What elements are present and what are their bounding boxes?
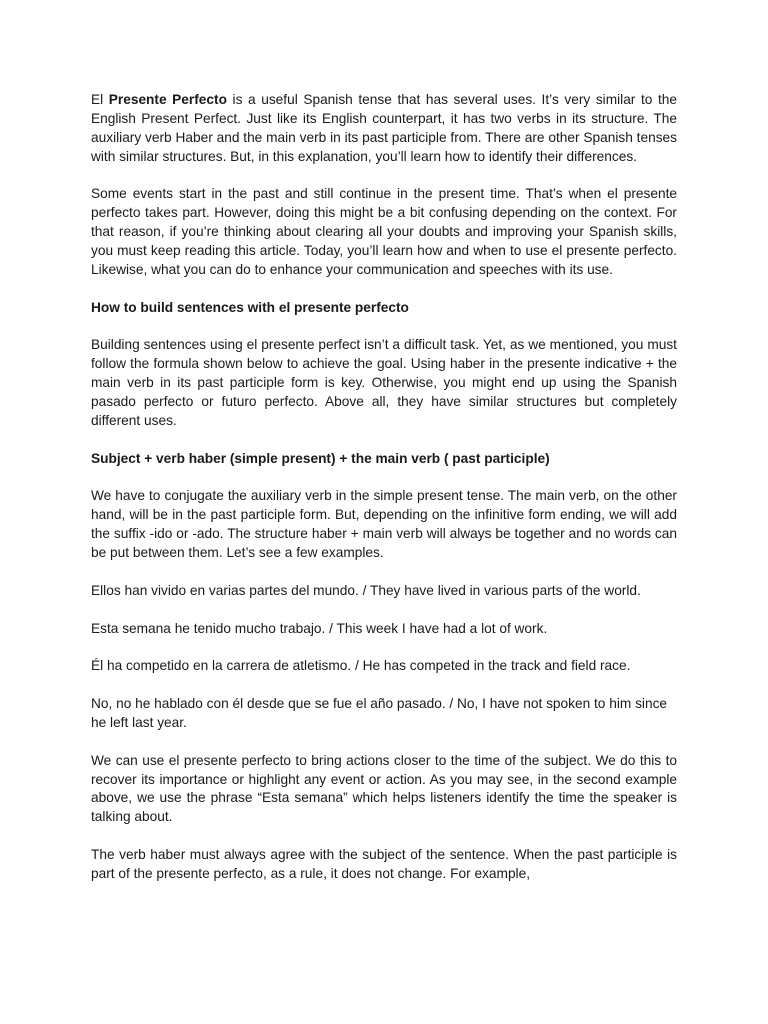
intro-paragraph (91, 91, 677, 167)
intro-term: Presente Perfecto (108, 92, 227, 107)
paragraph-6: The verb haber must always agree with the subject of the sentence. When the past participle is part of the presente perfecto, as a rule, it does not change. For example, (91, 847, 677, 881)
paragraph-5: We can use el presente perfecto to bring actions closer to the time of the subject. We do this to recover its importance or highlight any event or action. As you may see, in the second example above, we use the phrase “Esta semana” which helps listeners identify the time the speaker is talking about. (91, 752, 677, 825)
intro-prefix: El (91, 92, 109, 107)
paragraph-4: We have to conjugate the auxiliary verb in the simple present tense. The main verb, on the other hand, will be in the past participle form. But, depending on the infinitive form ending, we will add the suffix -ido or -ado. The structure haber + main verb will always be together and no words can be put between them. Let’s see a few examples. (91, 488, 677, 561)
intro-rest: is a useful Spanish tense that has several uses. It’s very similar to the English Present Perfect. Just like its English counterpart, it has two verbs in its structure. The auxiliary verb Haber and the main verb in its past participle from. There are other Spanish tenses with similar structures. But, in this explanation, you’ll learn how to identify their differences. (91, 92, 677, 164)
example-4: No, no he hablado con él desde que se fue el año pasado. / No, I have not spoken to him since he left last year. (91, 696, 668, 730)
example-2: Esta semana he tenido mucho trabajo. / This week I have had a lot of work. (91, 620, 548, 636)
formula-heading: Subject + verb haber (simple present) + the main verb ( past participle) (91, 450, 550, 466)
paragraph-3: Building sentences using el presente perfect isn’t a difficult task. Yet, as we mentioned, you must follow the formula shown below to achieve the goal. Using haber in the presente indicative + the main verb in its past participle form is key. Otherwise, you might end up using the Spanish pasado perfecto or futuro perfecto. Above all, they have similar structures but completely different uses. (91, 337, 677, 429)
section-heading-build: How to build sentences with el presente perfecto (91, 299, 409, 315)
paragraph-2: Some events start in the past and still continue in the present time. That’s when el presente perfecto takes part. However, doing this might be a bit confusing depending on the context. For that reason, if you’re thinking about clearing all your doubts and improving your Spanish skills, you must keep reading this article. Today, you’ll learn how and when to use el presente perfecto. Likewise, what you can do to enhance your communication and speeches with its use. (91, 186, 677, 278)
example-1: Ellos han vivido en varias partes del mundo. / They have lived in various parts of the world. (91, 582, 641, 598)
document-page (91, 91, 677, 903)
example-3: Él ha competido en la carrera de atletismo. / He has competed in the track and field race. (91, 658, 631, 674)
